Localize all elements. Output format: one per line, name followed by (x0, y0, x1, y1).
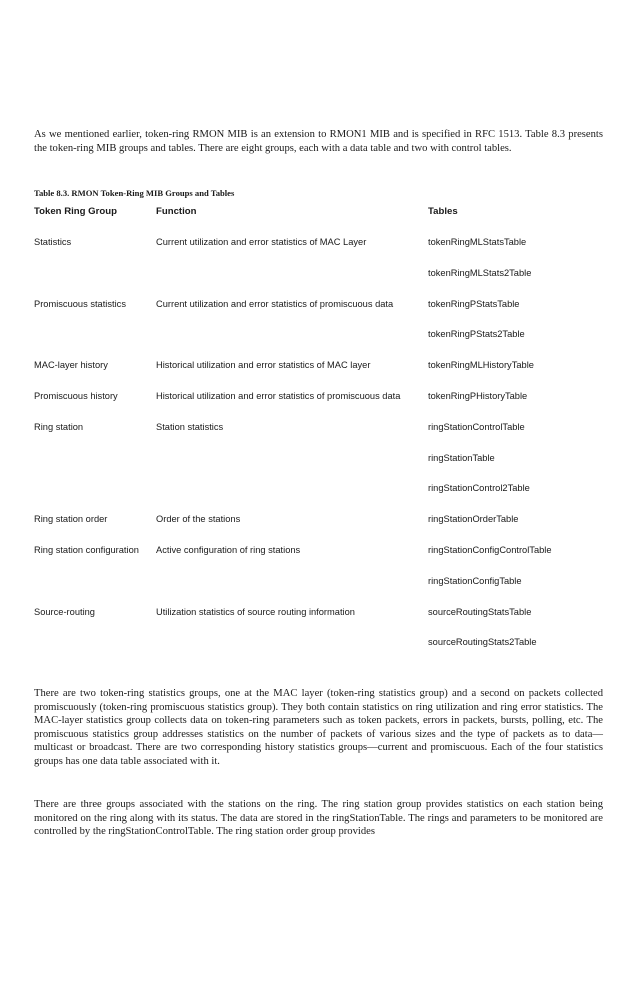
body-paragraph-ring-station: There are three groups associated with the stations on the ring. The ring station group provides statistics on each station being monitored on the ring along with its status. The data are stored in the ringStationTable. The rings and parameters to be monitored are controlled by the ringStationControlTable. The ring station order group provides (34, 799, 603, 838)
cell-group: Statistics (34, 237, 72, 247)
cell-group: MAC-layer history (34, 360, 108, 371)
cell-function: Order of the stations (156, 514, 241, 525)
cell-table: tokenRingMLHistoryTable (428, 360, 534, 371)
cell-table: tokenRingPStatsTable (428, 298, 520, 309)
body-paragraph-statistics: There are two token-ring statistics groups, one at the MAC layer (token-ring statistics group) and a second on packets collected promiscuously (token-ring promiscuous statistics group). They both contain statistics on ring utilization and ring error statistics. The MAC-layer statistics group collects data on token-ring parameters such as token packets, errors in packets, bursts, polling, etc. The promiscuous statistics group addresses statistics on the number of packets of various sizes and the type of packets as to data—multicast or broadcast. There are two corresponding history statistics groups—current and promiscuous. Each of the four statistics groups has one data table associated with it. (34, 688, 603, 767)
table-caption: Table 8.3. RMON Token-Ring MIB Groups and Tables (34, 188, 235, 198)
cell-function: Utilization statistics of source routing information (156, 606, 355, 617)
cell-table: tokenRingMLStats2Table (428, 267, 532, 278)
cell-function: Current utilization and error statistics of MAC Layer (156, 237, 367, 247)
cell-table: tokenRingPHistoryTable (428, 391, 528, 401)
intro-paragraph: As we mentioned earlier, token-ring RMON MIB is an extension to RMON1 MIB and is specified in RFC 1513. Table 8.3 presents the token-ring MIB groups and tables. There are eight groups, each with a data table and two with control tables. (34, 129, 603, 154)
header-token-ring-group: Token Ring Group (34, 206, 117, 217)
cell-function: Historical utilization and error statistics of MAC layer (156, 360, 371, 371)
cell-function: Active configuration of ring stations (156, 545, 301, 555)
cell-function: Station statistics (156, 421, 224, 432)
cell-group: Source-routing (34, 606, 95, 617)
header-function: Function (156, 206, 197, 217)
cell-group: Ring station order (34, 514, 108, 525)
cell-table: ringStationControl2Table (428, 483, 530, 494)
cell-table: ringStationConfigControlTable (428, 545, 552, 555)
cell-table: ringStationConfigTable (428, 575, 522, 586)
cell-table: tokenRingMLStatsTable (428, 237, 527, 247)
cell-group: Promiscuous history (34, 391, 118, 401)
header-tables: Tables (428, 206, 458, 217)
cell-table: ringStationTable (428, 452, 495, 463)
cell-group: Ring station configuration (34, 545, 139, 555)
cell-function: Current utilization and error statistics of promiscuous data (156, 298, 394, 309)
cell-table: tokenRingPStats2Table (428, 329, 525, 340)
cell-table: sourceRoutingStats2Table (428, 637, 537, 648)
cell-group: Promiscuous statistics (34, 298, 126, 309)
cell-table: ringStationOrderTable (428, 514, 519, 525)
cell-function: Historical utilization and error statistics of promiscuous data (156, 391, 401, 401)
cell-table: ringStationControlTable (428, 421, 525, 432)
cell-table: sourceRoutingStatsTable (428, 606, 532, 617)
cell-group: Ring station (34, 421, 84, 432)
